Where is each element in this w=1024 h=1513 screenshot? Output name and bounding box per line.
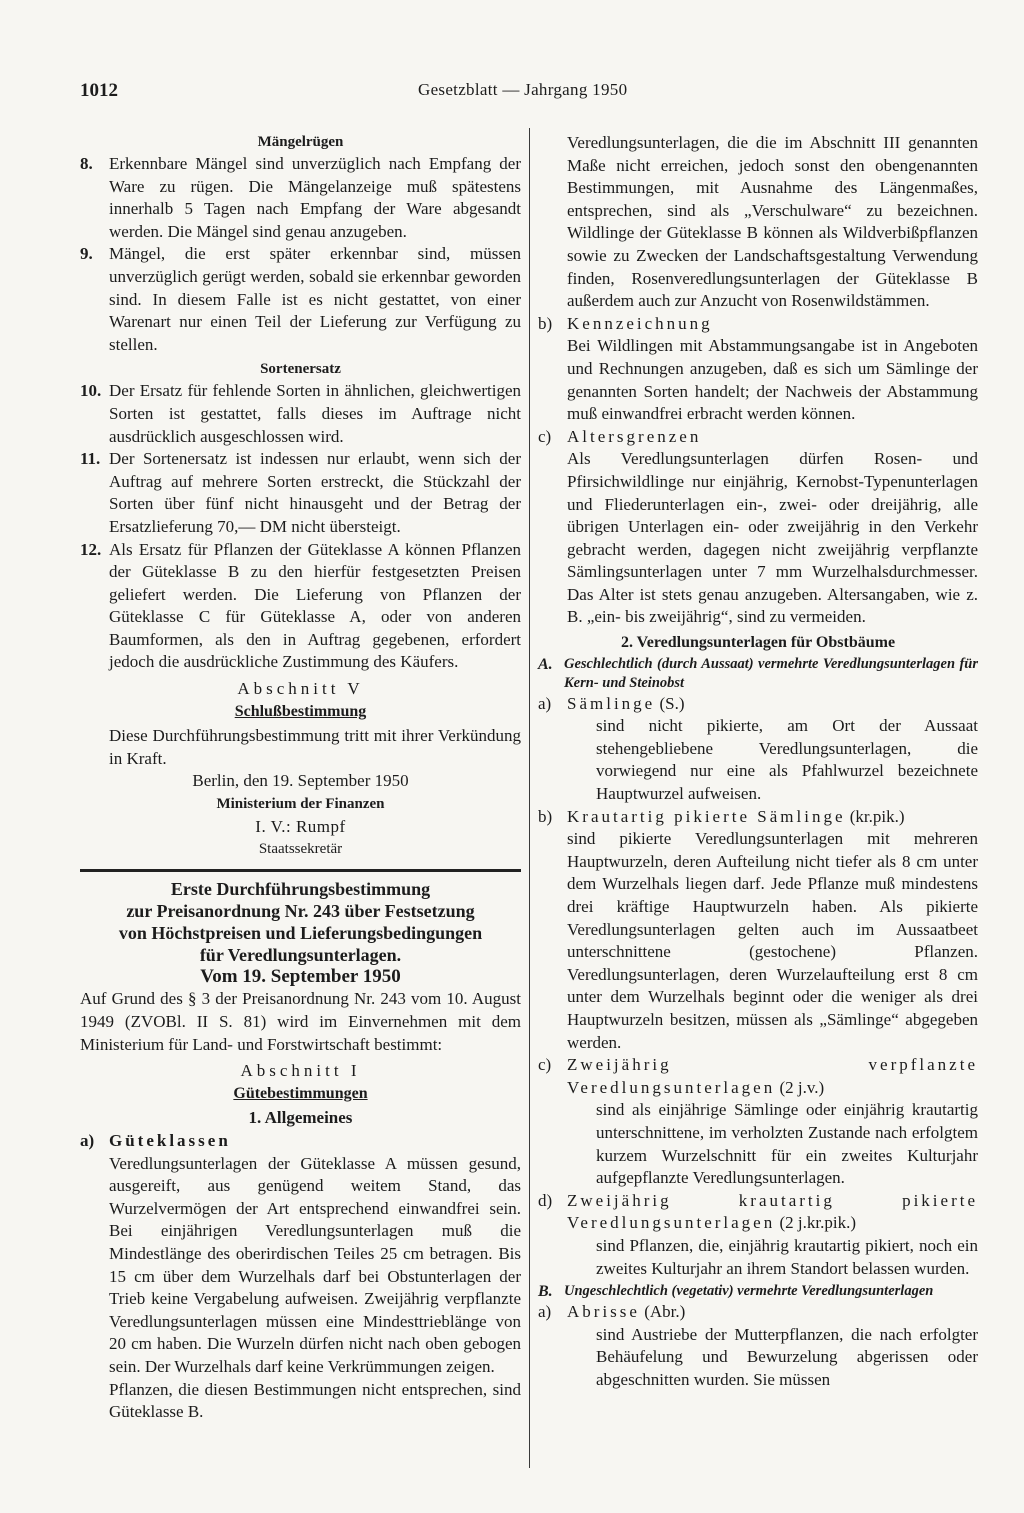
section-title-guete <box>80 1083 521 1106</box>
group-heading-b <box>538 1282 978 1301</box>
item-label: a) <box>80 1130 95 1150</box>
lettered-item <box>538 806 978 1055</box>
lettered-item <box>538 693 978 806</box>
ministry-name: Ministerium der Finanzen <box>216 796 385 813</box>
signatory-title: Staatssekretär <box>258 841 343 858</box>
numbered-paragraph <box>80 243 521 356</box>
date-line: Berlin, den 19. September 1950 <box>192 771 409 791</box>
running-title: Gesetzblatt — Jahrgang 1950 <box>418 80 628 99</box>
page-header <box>80 80 980 104</box>
right-column <box>538 132 978 1391</box>
item-heading: Güteklassen <box>109 1130 231 1150</box>
paragraph-number: 11. <box>80 449 101 469</box>
paragraph-text: Erkennbare Mängel sind unverzüglich nach Empfang der Ware zu rügen. Die Mängelanzeige muß spätestens innerhalb 5 Tagen nach Empfang der Ware abgesandt werden. Die Mängel sind genau anzugeben. <box>109 154 521 241</box>
section-label-i: Abschnitt I <box>240 1061 361 1081</box>
continued-paragraph <box>538 132 978 313</box>
title-line: Erste Durchführungsbestimmung <box>170 878 431 899</box>
paragraph-text: Mängel, die erst später erkennbar sind, müssen unverzüglich gerügt werden, sobald sie erkennbar geworden sind. In diesem Falle ist es nicht gestattet, von einer Warenart nur einen Teil der Lieferung zur Verfügung zu stellen. <box>109 244 521 354</box>
item-text: sind Pflanzen, die, einjährig krautartig pikiert, noch ein zweites Kulturjahr an ihrem Standort belassen wurden. <box>596 1235 978 1278</box>
item-label: c) <box>538 426 552 446</box>
item-text: Als Veredlungsunterlagen dürfen Rosen- und Pfirsichwildlinge nur einjährig, Kernobst-Typenunterlagen und Fliederunterlagen ein-, zwei- oder dreijährig, alle übrigen Unterlagen ein- oder zweijährig in den Verkehr gebracht werden, dagegen nicht zweijährig verpflanzte Sämlingsunterlagen unter 7 mm Wurzelhalsdurchmesser. Das Alter ist stets genau anzugeben. Altersangaben, wie z. B. „ein- bis zweijährig“, sind zu vermeiden. <box>567 449 978 627</box>
item-text: Bei Wildlingen mit Abstammungsangabe ist in Angeboten und Rechnungen anzugeben, daß es sich um Sämlinge der genannten Sorten handelt; der Nachweis der Abstammung muß einwandfrei erbracht werden können. <box>567 336 978 424</box>
paragraph-text: Der Ersatz für fehlende Sorten in ähnlichen, gleichwertigen Sorten ist gestattet, falls dieses im Auftrage nicht ausdrücklich ausgeschlossen wird. <box>109 381 521 446</box>
item-label: b) <box>538 313 553 333</box>
paragraph-text: Der Sortenersatz ist indessen nur erlaubt, wenn sich der Auftrag auf mehrere Sorten erstreckt, die Stückzahl der Sorten über fünf nicht hinausgeht und der Betrag der Ersatzlieferung 70,— DM nicht übersteigt. <box>109 449 521 536</box>
item-text: Veredlungsunterlagen der Güteklasse A müssen gesund, ausgereift, aus genügend weitem Stand, das Wurzelvermögen der Art entsprechend einwandfrei sein. Bei einjährigen Veredlungsunterlagen muß die Mindestlänge des oberirdischen Teiles 25 cm betragen. Bis 15 cm über dem Wurzelhals darf bei Obstunterlagen der Trieb keine Vergabelung aufweisen. Zweijährig verpflanzte Veredlungsunterlagen müssen eine Mindesttrieblänge von 20 cm haben. Die Wurzeln dürfen nicht nach oben gebogen sein. Der Wurzelhals darf keine Verkrümmungen zeigen. <box>109 1153 521 1376</box>
group-heading-a <box>538 655 978 693</box>
paragraph-text: Veredlungsunterlagen, die die im Abschnitt III genannten Maße nicht erreichen, jedoch sonst den obengenannten Bestimmungen, mit Ausnahme des Längenmaßes, entsprechen, sind als „Verschulware“ zu bezeichnen. Wildlinge der Güteklasse B können als Wildverbißpflanzen sowie zu Zwecken der Landschaftsgestaltung Verwendung finden, Rosenveredlungsunterlagen der Güteklasse B außerdem auch zur Anzucht von Rosenwildstämmen. <box>567 133 978 311</box>
paragraph-number: 9. <box>80 244 93 264</box>
column-divider <box>529 128 530 1468</box>
item-heading: Kennzeichnung <box>567 313 713 333</box>
section-title-schluss <box>80 701 521 724</box>
title-line: von Höchstpreisen und Lieferungsbedingungen <box>118 922 483 943</box>
lettered-item <box>538 313 978 426</box>
item-heading: Sämlinge <box>567 693 656 713</box>
section-title-text: Schlußbestimmung <box>234 702 367 720</box>
item-text: sind Austriebe der Mutterpflanzen, die nach erfolgter Behäufelung und Bewurzelung abgerissen oder abgeschnitten wurden. Sie müssen <box>596 1324 978 1389</box>
heading-maengelruegen: Mängelrügen <box>257 134 344 150</box>
item-abbreviation: (kr.pik.) <box>849 806 905 826</box>
numbered-paragraph <box>80 448 521 538</box>
paragraph-number: 10. <box>80 381 102 401</box>
item-abbreviation: (S.) <box>659 693 685 713</box>
numbered-paragraph <box>80 153 521 243</box>
numbered-paragraph <box>80 380 521 448</box>
paragraph-number: 12. <box>80 539 102 559</box>
section-title-text: Gütebestimmungen <box>233 1084 368 1102</box>
item-text: sind pikierte Veredlungsunterlagen mit mehreren Hauptwurzeln, deren Aufteilung nicht tiefer als 8 cm unter dem Wurzelhals liegen darf. Jede Pflanze muß mindestens drei kräftige Hauptwurzeln haben. Als pikierte Veredlungsunterlagen gelten auch im Aussaatbeet unterschnittene (gestochene) Pflanzen. Veredlungsunterlagen, deren Wurzelaufteilung erst 8 cm unter dem Wurzelhals beginnt oder die weniger als drei Hauptwurzeln besitzen, müssen als „Sämlinge“ abgegeben werden. <box>567 829 978 1052</box>
item-heading: Zweijährig krautartig pikierte Veredlungsunterlagen <box>567 1190 978 1233</box>
heading-sortenersatz: Sortenersatz <box>260 361 341 378</box>
paragraph-number: 8. <box>80 154 93 173</box>
title-line: zur Preisanordnung Nr. 243 über Festsetzung <box>126 900 475 921</box>
group-heading-text: Ungeschlechtlich (vegetativ) vermehrte Veredlungsunterlagen <box>564 1283 934 1300</box>
item-label: a) <box>538 693 552 713</box>
title-line: für Veredlungsunterlagen. <box>199 944 402 965</box>
item-label: b) <box>538 806 553 826</box>
decree-title <box>80 878 521 966</box>
decree-date: Vom 19. September 1950 <box>200 965 401 987</box>
left-column <box>80 132 521 1424</box>
numbered-paragraph <box>80 539 521 675</box>
item-heading: Zweijährig verpflanzte Veredlungsunterlagen <box>567 1055 978 1097</box>
group-label: B. <box>538 1283 553 1301</box>
subheading-allgemeines: 1. Allgemeines <box>248 1108 353 1128</box>
item-text: Pflanzen, die diesen Bestimmungen nicht entsprechen, sind Güteklasse B. <box>109 1379 521 1422</box>
group-heading-text: Geschlechtlich (durch Aussaat) vermehrte Veredlungsunterlagen für Kern- und Steinobst <box>564 655 978 691</box>
closing-text: Diese Durchführungsbestimmung tritt mit ihrer Verkündung in Kraft. <box>109 726 521 768</box>
item-text: sind nicht pikierte, am Ort der Aussaat stehengebliebene Veredlungsunterlagen, die vorwiegend nur eine als Pfahlwurzel bezeichnete Hauptwurzel aufweisen. <box>596 716 978 804</box>
item-abbreviation: (2 j.kr.pik.) <box>779 1213 856 1233</box>
item-heading: Krautartig pikierte Sämlinge <box>567 806 846 826</box>
separator-rule <box>80 869 521 872</box>
item-label: c) <box>538 1055 552 1075</box>
preamble: Auf Grund des § 3 der Preisanordnung Nr. 243 vom 10. August 1949 (ZVOBl. II S. 81) wird im Einvernehmen mit dem Ministerium für Land- und Forstwirtschaft bestimmt: <box>80 989 521 1054</box>
section-label-v: Abschnitt V <box>237 679 364 699</box>
lettered-item <box>538 1054 978 1190</box>
lettered-item <box>538 1301 978 1391</box>
item-heading: Abrisse <box>567 1302 640 1322</box>
paragraph-text: Als Ersatz für Pflanzen der Güteklasse A können Pflanzen der Güteklasse B zu den hierfür festgesetzten Preisen geliefert werden. Die Lieferung von Pflanzen der Güteklasse C für Güteklasse A, oder von anderen Baumformen, als den in Auftrag gegebenen, erfordert jedoch die ausdrückliche Zustimmung des Käufers. <box>109 539 521 672</box>
item-abbreviation: (Abr.) <box>644 1302 686 1322</box>
item-abbreviation: (2 j.v.) <box>779 1077 825 1097</box>
lettered-item <box>538 1190 978 1280</box>
lettered-item <box>538 426 978 629</box>
lettered-item <box>80 1130 521 1424</box>
signatory: I. V.: Rumpf <box>255 816 346 836</box>
group-label: A. <box>538 655 553 673</box>
item-text: sind als einjährige Sämlinge oder einjährig krautartig unterschnittene, im verholzten Zustande nach erfolgtem kurzem Wurzelschnitt für ein zweites Kulturjahr aufgepflanzte Veredlungsunterlagen. <box>596 1100 978 1188</box>
item-label: d) <box>538 1190 553 1210</box>
item-heading: Altersgrenzen <box>567 426 702 446</box>
page-number: 1012 <box>80 80 118 101</box>
item-label: a) <box>538 1302 552 1322</box>
subheading-obstbaeume: 2. Veredlungsunterlagen für Obstbäume <box>620 634 896 652</box>
